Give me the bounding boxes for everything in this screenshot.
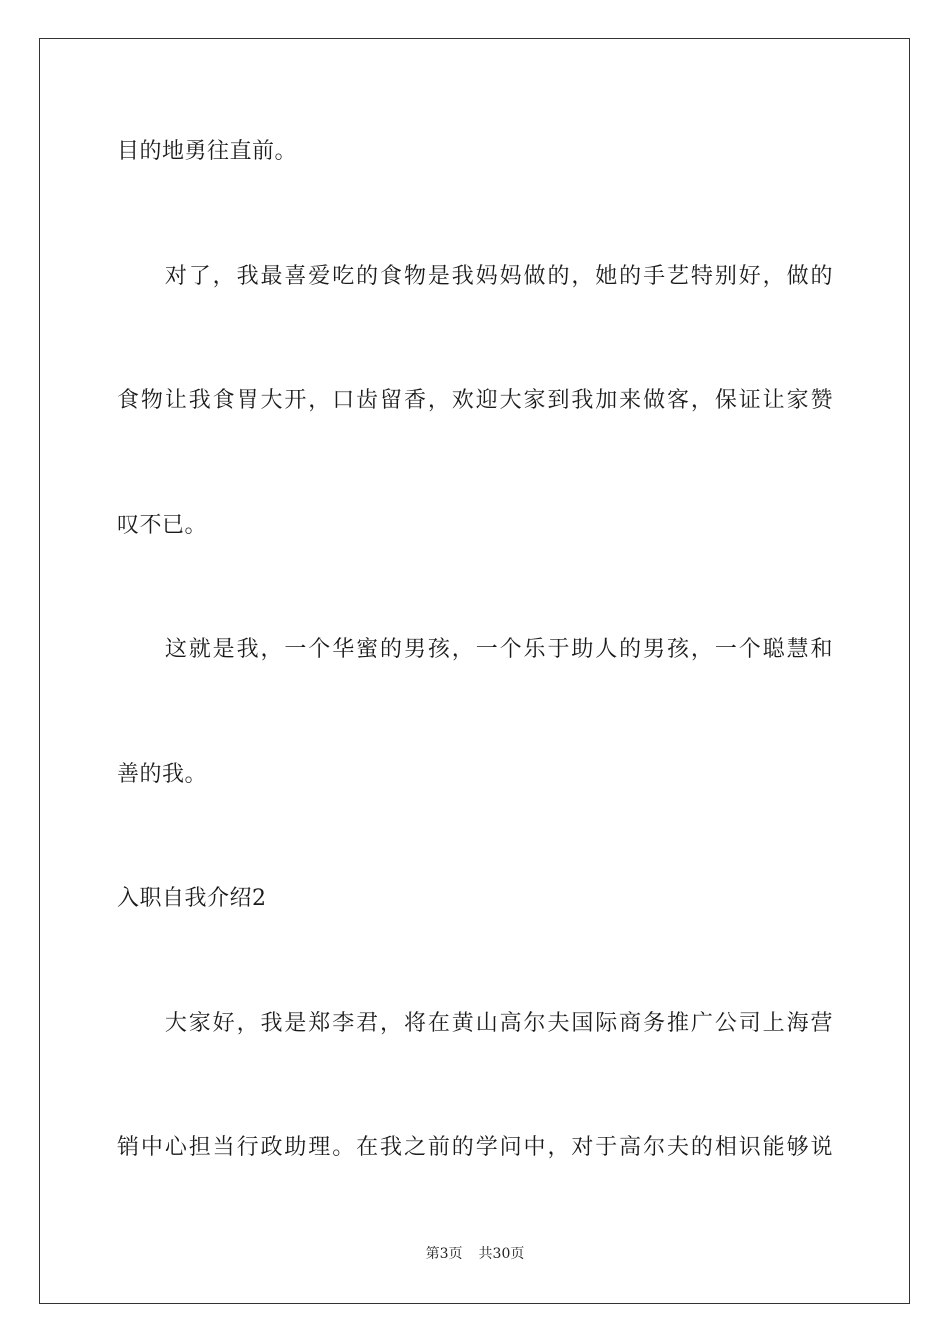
text-line-2: 对了，我最喜爱吃的食物是我妈妈做的，她的手艺特别好，做的 (117, 264, 833, 289)
page-number-total: 共30页 (478, 1246, 525, 1262)
text-line-4: 叹不已。 (117, 513, 208, 538)
text-line-1: 目的地勇往直前。 (117, 139, 298, 164)
page-number-current: 第3页 (425, 1246, 463, 1262)
page-footer (0, 1245, 950, 1263)
page-border (39, 38, 910, 1304)
text-line-5: 这就是我，一个华蜜的男孩，一个乐于助人的男孩，一个聪慧和 (117, 637, 833, 662)
text-line-6: 善的我。 (117, 762, 208, 787)
text-line-8: 大家好，我是郑李君，将在黄山高尔夫国际商务推广公司上海营 (117, 1011, 833, 1036)
section-heading: 入职自我介绍2 (117, 886, 267, 911)
text-line-3: 食物让我食胃大开，口齿留香，欢迎大家到我加来做客，保证让家赞 (117, 388, 833, 413)
text-line-9: 销中心担当行政助理。在我之前的学问中，对于高尔夫的相识能够说 (117, 1135, 833, 1160)
